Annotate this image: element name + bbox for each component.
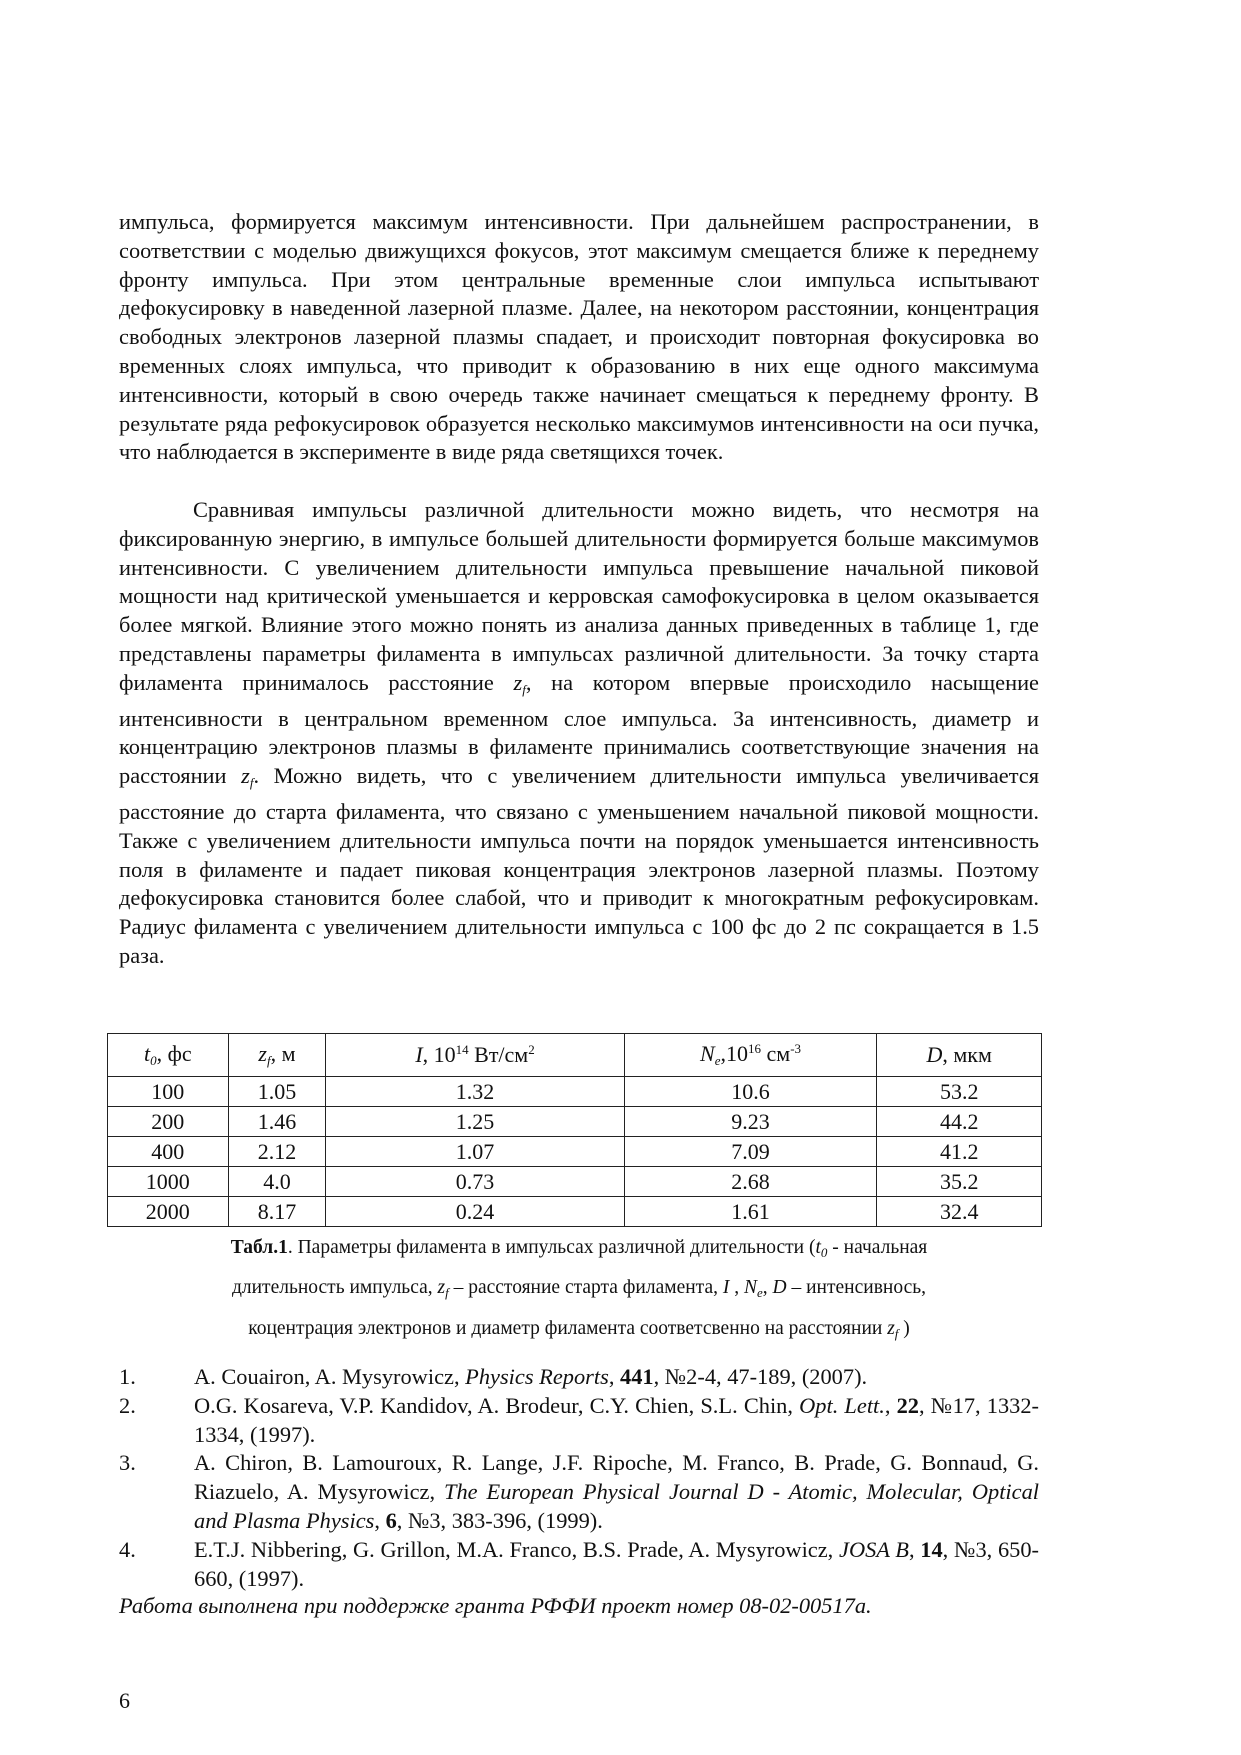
table-row — [108, 1107, 1042, 1137]
table-caption-line-2: длительность импульса, $z_f$ – расстояние старта филамента, I , $N_e$, D – интенсивнось, — [231, 1277, 927, 1300]
table-header-row — [108, 1034, 1042, 1077]
table-cell: 100 — [108, 1077, 229, 1107]
reference-item: 3. A. Chiron, B. Lamouroux, R. Lange, J.F. Ripoche, M. Franco, B. Prade, G. Bonnaud, G. Riazuelo, A. Mysyrowicz, The European Physical Journal D - Atomic, Molecular, Optical and Plasma Physics, 6, №3, 383-396, (1999). — [119, 1450, 1039, 1533]
table-cell: 9.23 — [624, 1107, 877, 1137]
paragraph-2-part-1: Сравнивая импульсы различной длительности можно видеть, что несмотря на фиксированную энергию, в импульсе большей длительности формируется больше максимумов интенсивности. С увеличением длительности импульса превышение начальной пиковой мощности над критической уменьшается и керровская самофокусировка в целом оказывается более мягкой. Влияние этого можно понять из анализа данных приведенных в таблице 1, где представлены параметры филамента в импульсах различной длительности. За точку старта филамента принималось расстояние — [119, 497, 1039, 695]
table-cell: 53.2 — [877, 1077, 1042, 1107]
reference-item: 1. A. Couairon, A. Mysyrowicz, Physics Reports, 441, №2-4, 47-189, (2007). — [119, 1364, 868, 1389]
acknowledgement: Работа выполнена при поддержке гранта РФФИ проект номер 08-02-00517а. — [119, 1593, 872, 1618]
paragraph-2-part-3: . Можно видеть, что с увеличением длительности импульса увеличивается расстояние до старта филамента, что связано с уменьшением начальной пиковой мощности. Также с увеличением длительности импульса почти на порядок уменьшается интенсивность поля в филаменте и падает пиковая концентрация электронов лазерной плазмы. Поэтому дефокусировка становится более слабой, что и приводит к многократным рефокусировкам. Радиус филамента с увеличением длительности импульса с 100 фс до 2 пс сокращается в 1.5 раза. — [119, 763, 1039, 968]
table-cell: 1.05 — [228, 1077, 326, 1107]
table-cell: 8.17 — [228, 1197, 326, 1227]
symbol-z-f: $z_f$ — [437, 1277, 449, 1300]
table-cell: 44.2 — [877, 1107, 1042, 1137]
symbol-z-f: $z_f$ — [887, 1318, 899, 1341]
table-cell: 2.12 — [228, 1137, 326, 1167]
table-cell: 35.2 — [877, 1167, 1042, 1197]
table-cell: 10.6 — [624, 1077, 877, 1107]
symbol-t0: $t_0$ — [815, 1237, 828, 1260]
header-ne: $N_e,10^{16}$ $см^{-3}$ — [624, 1034, 877, 1077]
table-cell: 1.25 — [326, 1107, 624, 1137]
table-cell: 1000 — [108, 1167, 229, 1197]
header-diameter: D, мкм — [877, 1034, 1042, 1077]
table-caption-line-3: коцентрация электронов и диаметр филамента соответсвенно на расстоянии $z_f$ ) — [248, 1318, 910, 1341]
header-t0: $t_0$, фс — [108, 1034, 229, 1077]
table-cell: 0.73 — [326, 1167, 624, 1197]
reference-item: 4. E.T.J. Nibbering, G. Grillon, M.A. Franco, B.S. Prade, A. Mysyrowicz, JOSA B, 14, №3, 650-660, (1997). — [119, 1536, 1039, 1591]
reference-item: 2. O.G. Kosareva, V.P. Kandidov, A. Brodeur, C.Y. Chien, S.L. Chin, Opt. Lett., 22, №17, 1332-1334, (1997). — [119, 1392, 1039, 1447]
symbol-Ne: $N_e$ — [743, 1277, 763, 1300]
table-cell: 0.24 — [326, 1197, 624, 1227]
filament-parameters-table — [107, 1033, 1042, 1227]
table-cell: 1.07 — [326, 1137, 624, 1167]
header-intensity: I, $10^{14}$ $Вт/см^2$ — [326, 1034, 624, 1077]
symbol-z-f: $z_f$ — [513, 669, 526, 697]
paragraph-2-part-2: , на котором впервые происходило насыщение интенсивности в центральном временном слое импульса. За интенсивность, диаметр и концентрацию электронов плазмы в филаменте принимались соответствующие значения на расстоянии — [119, 669, 1039, 789]
references-list — [119, 1363, 1039, 1593]
table-cell: 41.2 — [877, 1137, 1042, 1167]
table-cell: 32.4 — [877, 1197, 1042, 1227]
table-cell: 2000 — [108, 1197, 229, 1227]
table-cell: 1.32 — [326, 1077, 624, 1107]
body-paragraph-1: импульса, формируется максимум интенсивности. При дальнейшем распространении, в соответствии с моделью движущихся фокусов, этот максимум смещается ближе к переднему фронту импульса. При этом центральные временные слои импульса испытывают дефокусировку в наведенной лазерной плазме. Далее, на некотором расстоянии, концентрация свободных электронов лазерной плазмы спадает, и происходит повторная фокусировка во временных слоях импульса, что приводит к образованию в них еще одного максимума интенсивности, который в свою очередь также начинает смещаться к переднему фронту. В результате ряда рефокусировок образуется несколько максимумов интенсивности на оси пучка, что наблюдается в эксперименте в виде ряда светящихся точек. — [119, 209, 1039, 465]
table-cell: 7.09 — [624, 1137, 877, 1167]
symbol-z-f: $z_f$ — [241, 763, 254, 791]
table-cell: 1.46 — [228, 1107, 326, 1137]
table-row — [108, 1167, 1042, 1197]
table-cell: 1.61 — [624, 1197, 877, 1227]
table-cell: 2.68 — [624, 1167, 877, 1197]
page-number: 6 — [119, 1688, 130, 1713]
body-paragraph-2 — [119, 496, 1039, 971]
table-cell: 400 — [108, 1137, 229, 1167]
table-cell: 4.0 — [228, 1167, 326, 1197]
table-row — [108, 1077, 1042, 1107]
symbol-D: D — [772, 1277, 787, 1298]
header-zf: $z_f$, м — [228, 1034, 326, 1077]
table-row — [108, 1137, 1042, 1167]
caption-label: Табл.1 — [230, 1237, 288, 1258]
table-caption-line-1: Табл.1. Параметры филамента в импульсах различной длительности ($t_0$ - начальная — [230, 1237, 928, 1260]
table-cell: 200 — [108, 1107, 229, 1137]
table-row — [108, 1197, 1042, 1227]
symbol-I: I — [722, 1277, 730, 1298]
